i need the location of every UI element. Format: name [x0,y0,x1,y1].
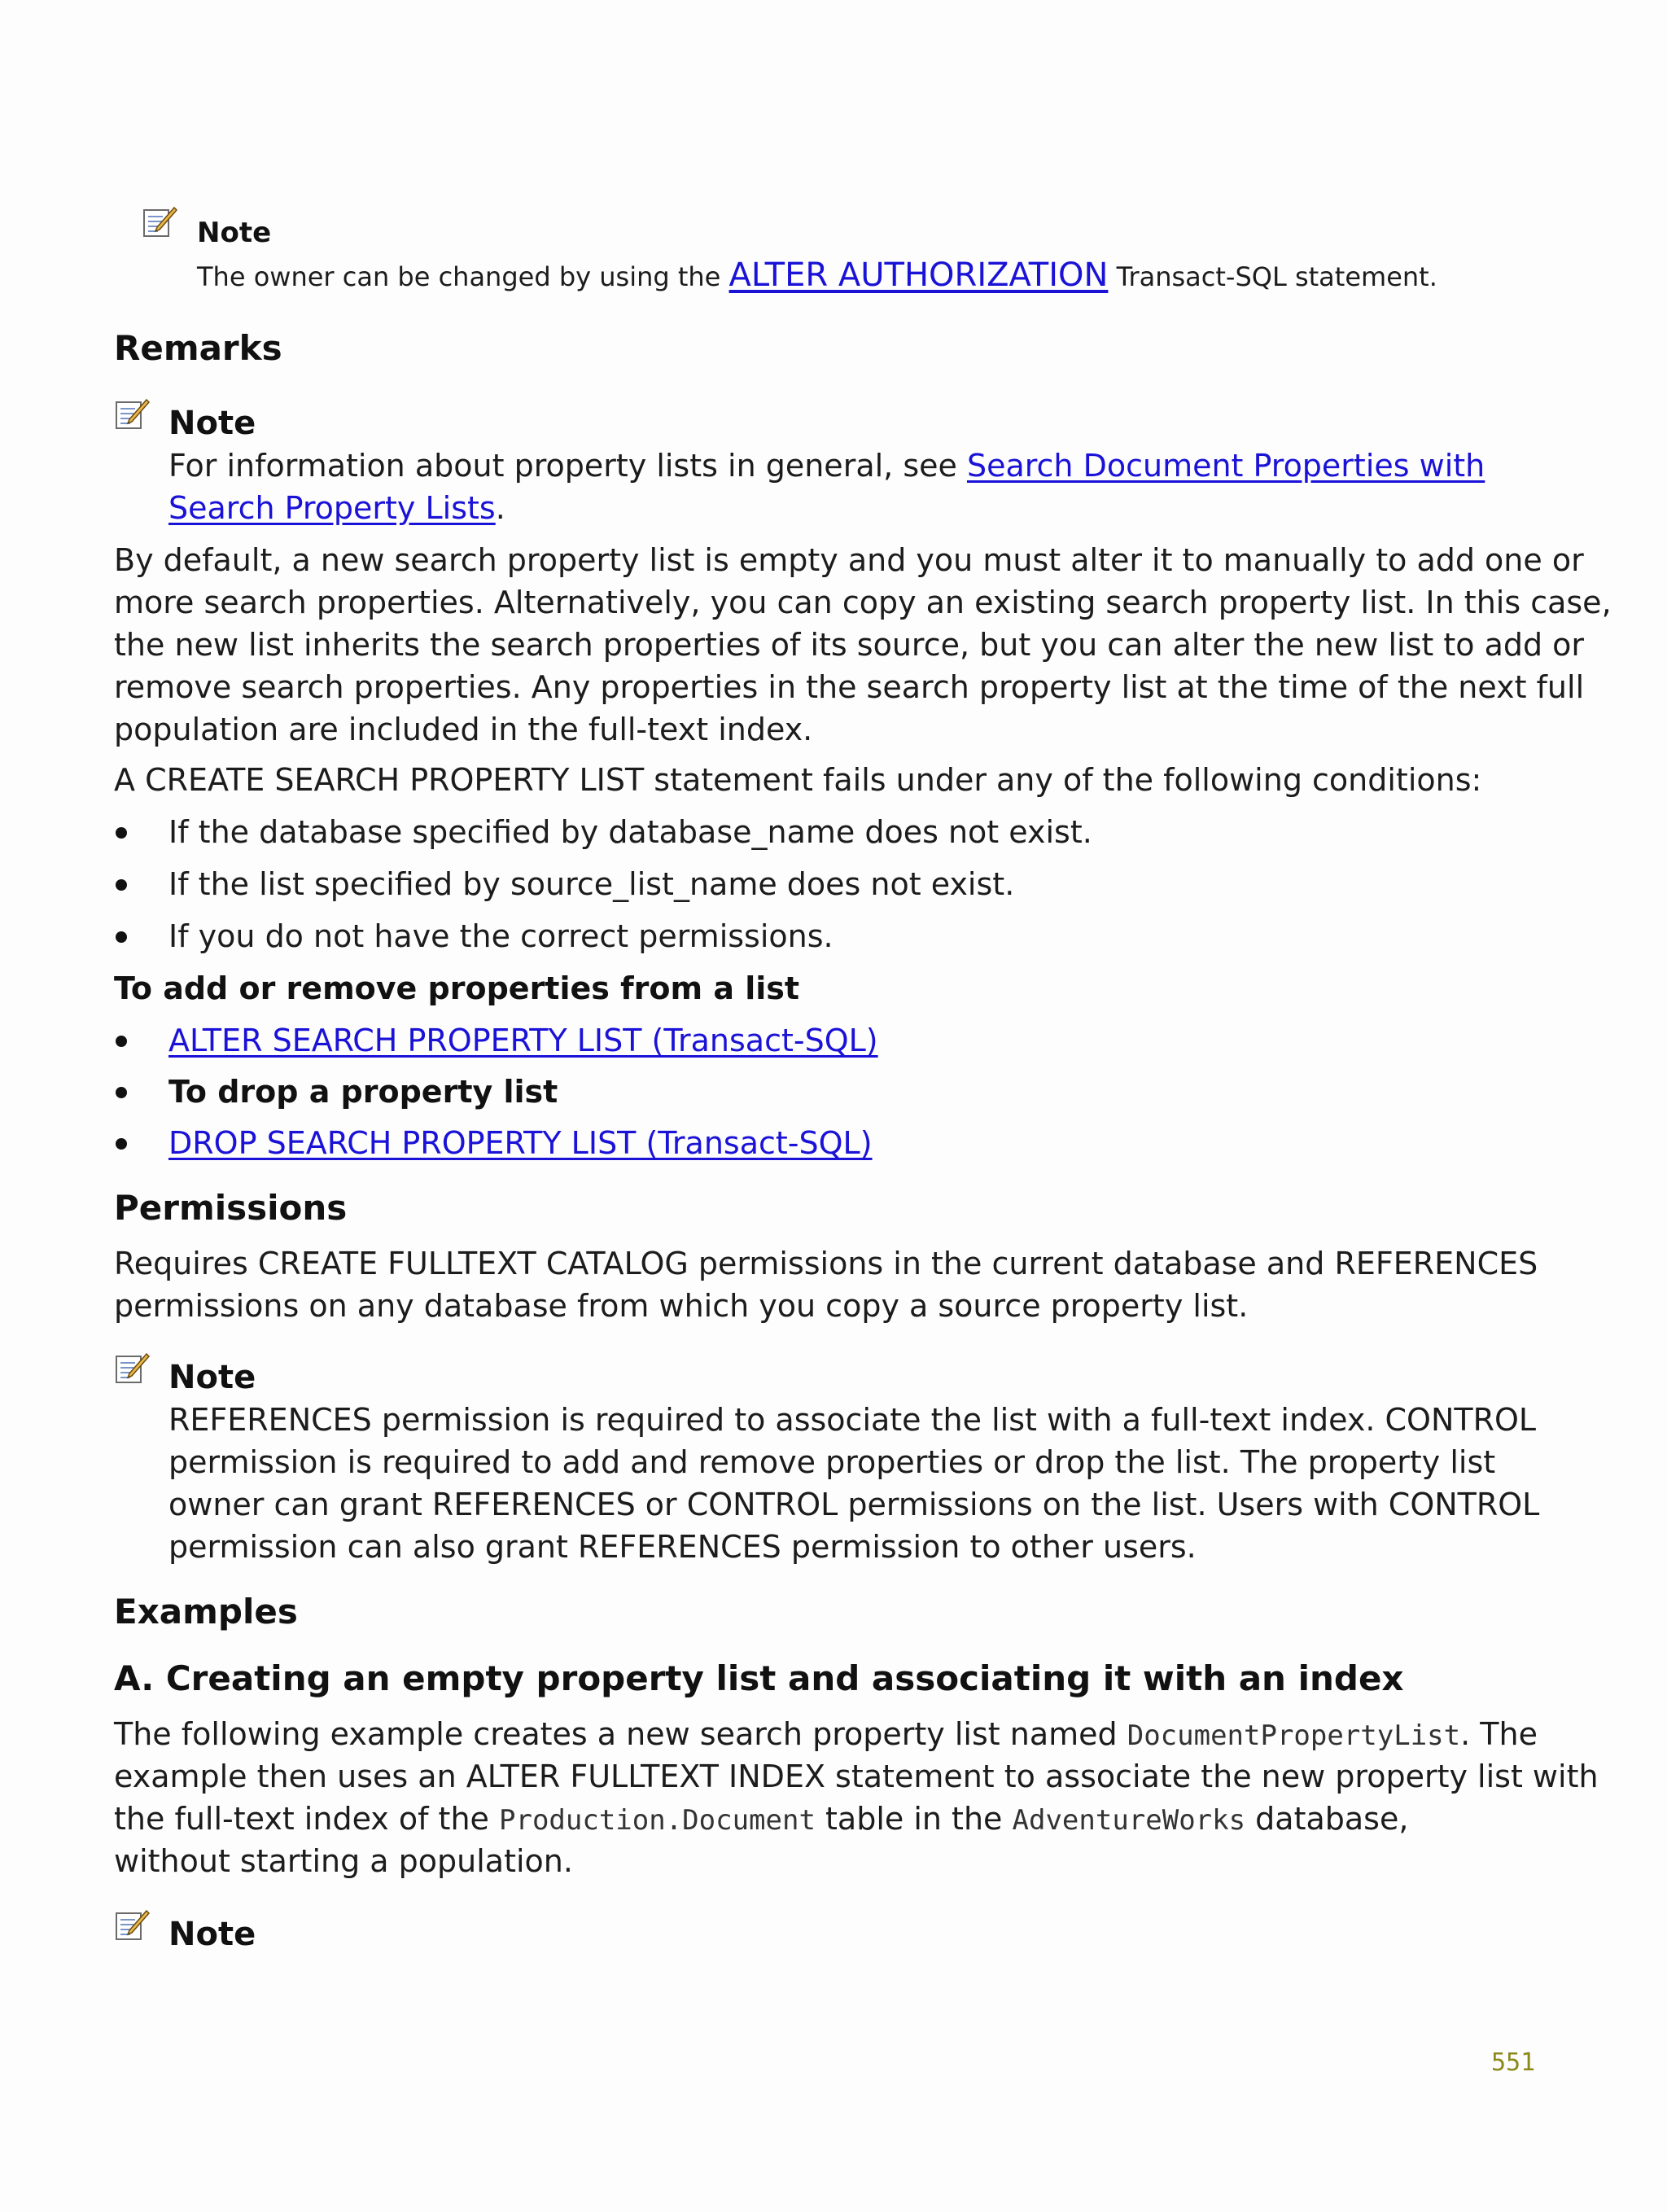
list-item: If the list specified by source_list_name does not exist. [168,866,1015,902]
note-icon [114,397,150,431]
search-document-properties-link[interactable]: Search Document Properties with [966,448,1485,484]
note-text-after: Transact-SQL statement. [1108,261,1437,292]
conditions-intro: A CREATE SEARCH PROPERTY LIST statement fails under any of the following conditions: [114,762,1482,798]
example-text: the full-text index of the [114,1801,499,1837]
search-property-lists-link[interactable]: Search Property Lists [168,490,496,526]
example-line-3 [114,1798,1408,1842]
bullet [116,1036,127,1047]
permissions-line: permissions on any database from which you copy a source property list. [114,1288,1249,1324]
alter-search-property-list-link[interactable]: ALTER SEARCH PROPERTY LIST (Transact-SQL) [168,1023,878,1058]
bullet [116,879,127,891]
permissions-heading: Permissions [114,1188,348,1228]
drop-search-property-list-link-row [168,1122,873,1164]
note-text-line: permission is required to add and remove properties or drop the list. The property list [168,1444,1496,1480]
note-label: Note [168,405,256,442]
example-line-4: without starting a population. [114,1843,573,1879]
example-text: table in the [815,1801,1013,1837]
example-line-2: example then uses an ALTER FULLTEXT INDEX statement to associate the new property list with [114,1759,1599,1794]
alter-authorization-link[interactable]: ALTER AUTHORIZATION [728,256,1109,294]
note-text-line-2 [168,487,505,529]
note-text-line: permission can also grant REFERENCES permission to other users. [168,1529,1197,1565]
examples-heading: Examples [114,1592,298,1632]
note-text-line-1 [168,445,1485,487]
bullet [116,827,127,839]
example-text: . The [1460,1716,1538,1752]
bullet [116,1138,127,1150]
example-text: database, [1245,1801,1409,1837]
note-label: Note [168,1359,256,1396]
code-adventureworks: AdventureWorks [1012,1804,1246,1837]
example-a-heading: A. Creating an empty property list and associating it with an index [114,1658,1404,1698]
page-number: 551 [1491,2048,1536,2077]
bullet [116,1087,127,1098]
note-icon [114,1351,150,1386]
drop-heading: To drop a property list [168,1074,558,1110]
code-document-property-list: DocumentPropertyList [1127,1719,1461,1752]
remarks-heading: Remarks [114,328,282,368]
note-label: Note [168,1916,256,1953]
remarks-paragraph-line: more search properties. Alternatively, you can copy an existing search property list. In this case, [114,585,1612,620]
note-text-line: owner can grant REFERENCES or CONTROL permissions on the list. Users with CONTROL [168,1487,1540,1522]
add-remove-heading: To add or remove properties from a list [114,970,800,1006]
drop-search-property-list-link[interactable]: DROP SEARCH PROPERTY LIST (Transact-SQL) [168,1125,873,1161]
note-label: Note [197,217,272,249]
code-production-document: Production.Document [499,1804,816,1837]
note-text-before: For information about property lists in general, see [168,448,967,484]
alter-search-property-list-link-row [168,1019,878,1062]
remarks-paragraph-line: remove search properties. Any properties in the search property list at the time of the next full [114,669,1585,705]
remarks-paragraph-line: population are included in the full-text index. [114,712,813,747]
example-line-1 [114,1713,1538,1757]
list-item: If the database specified by database_name does not exist. [168,814,1092,850]
example-text: The following example creates a new search property list named [114,1716,1127,1752]
list-item: If you do not have the correct permissions. [168,918,834,954]
remarks-paragraph-line: By default, a new search property list is empty and you must alter it to manually to add one or [114,542,1584,578]
bullet [116,931,127,943]
permissions-line: Requires CREATE FULLTEXT CATALOG permissions in the current database and REFERENCES [114,1246,1538,1281]
note-text [197,257,1437,295]
note-text-after: . [495,490,505,526]
note-icon [142,205,177,239]
note-text-line: REFERENCES permission is required to associate the list with a full-text index. CONTROL [168,1402,1537,1438]
note-icon [114,1908,150,1943]
note-text-before: The owner can be changed by using the [197,261,729,292]
remarks-paragraph-line: the new list inherits the search properties of its source, but you can alter the new list to add or [114,627,1585,663]
